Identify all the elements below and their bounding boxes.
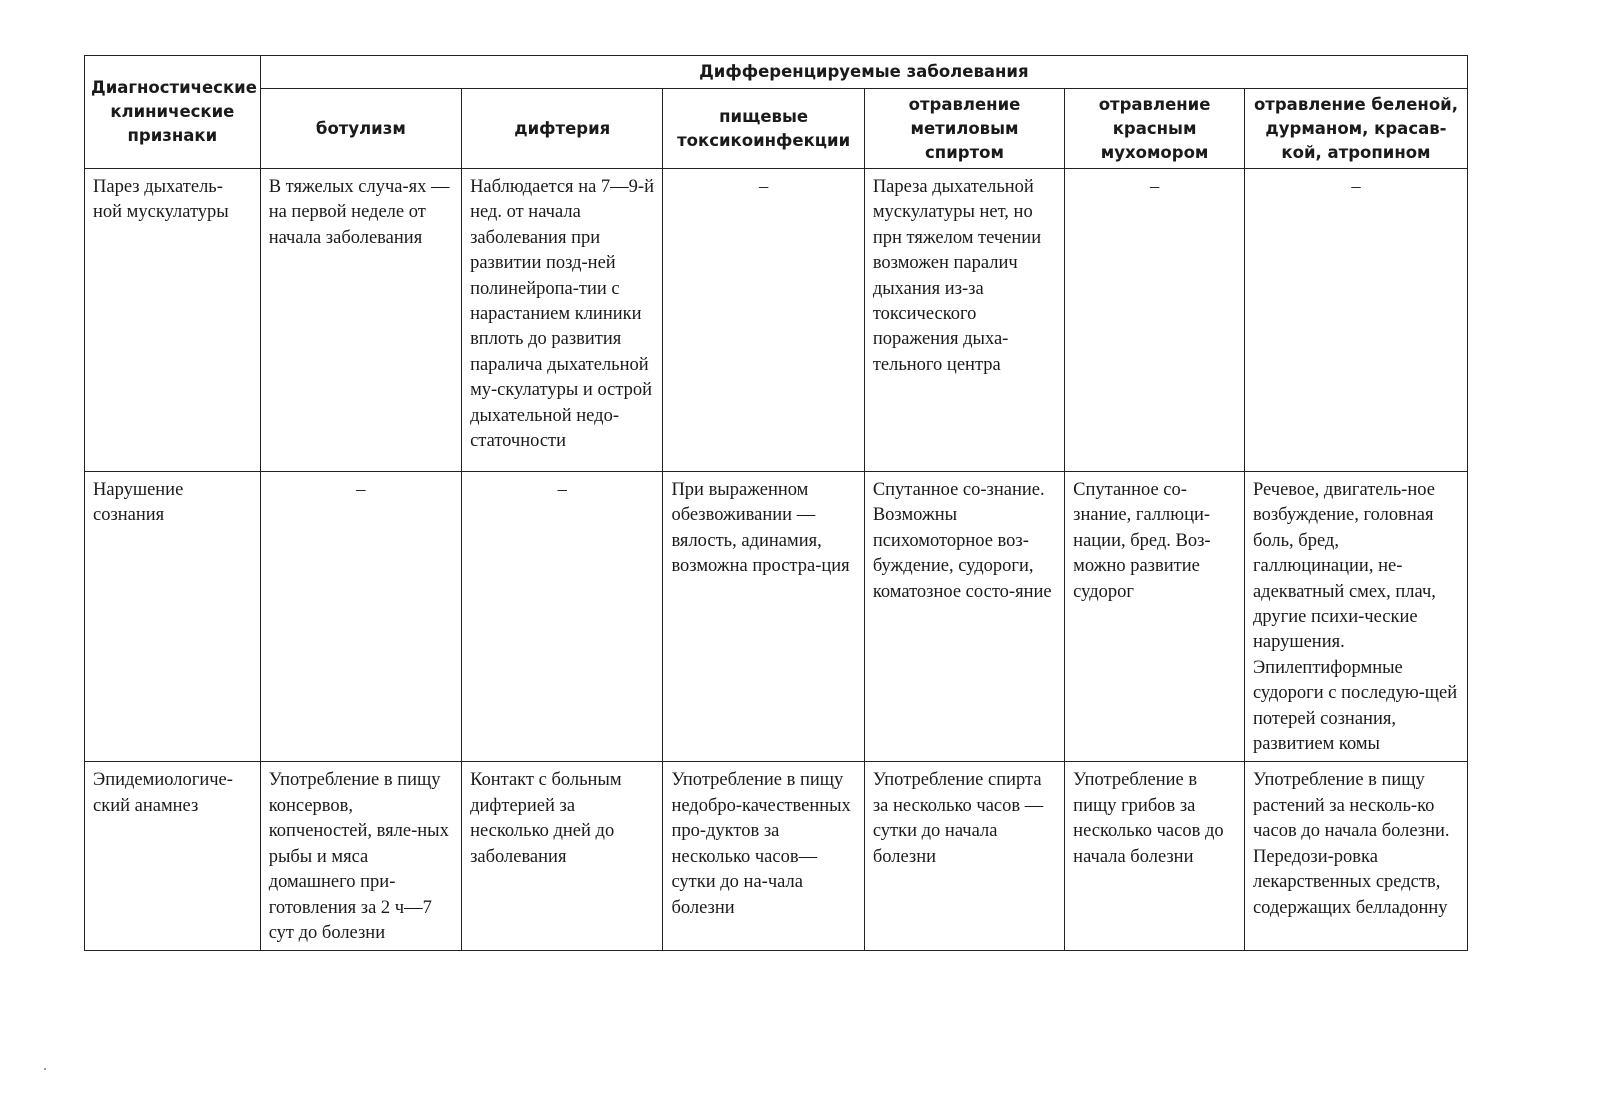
table-cell: – — [1244, 169, 1467, 472]
table-cell: – — [260, 472, 461, 762]
table-cell: Употребление в пищу растений за несколь-ко часов до начала болезни. Передози-ровка лекарственных средств, содержащих белладонну — [1244, 762, 1467, 951]
table-cell: В тяжелых случа-ях — на первой неделе от начала заболевания — [260, 169, 461, 472]
table-cell: Наблюдается на 7—9-й нед. от начала заболевания при развитии позд-ней полинейропа-тии с нарастанием клиники вплоть до развития паралича дыхательной му-скулатуры и острой дыхательной недо-статочности — [462, 169, 663, 472]
column-header-methanol-poisoning: отравление метиловым спиртом — [864, 89, 1064, 169]
column-header-botulism: ботулизм — [260, 89, 461, 169]
table-cell: Употребление в пищу недобро-качественных про-дуктов за несколько часов—сутки до на-чала болезни — [663, 762, 864, 951]
table-cell: При выраженном обезвоживании — вялость, адинамия, возможна простра-ция — [663, 472, 864, 762]
table-cell: Пареза дыхательной мускулатуры нет, но прн тяжелом течении возможен паралич дыхания из-за токсического поражения дыха-тельного центра — [864, 169, 1064, 472]
column-header-diphtheria: дифтерия — [462, 89, 663, 169]
table-cell: – — [663, 169, 864, 472]
table-cell: Речевое, двигатель-ное возбуждение, головная боль, бред, галлюцинации, не-адекватный смех, плач, другие психи-ческие нарушения. Эпилептиформные судороги с последую-щей потерей сознания, развитием комы — [1244, 472, 1467, 762]
page-speck — [44, 1068, 46, 1070]
row-sign: Эпидемиологиче-ский анамнез — [85, 762, 261, 951]
table-cell: Употребление спирта за несколько часов — сутки до начала болезни — [864, 762, 1064, 951]
differential-diagnosis-table — [84, 55, 1468, 951]
column-header-fly-agaric-poisoning: отравление красным мухомором — [1065, 89, 1245, 169]
column-header-belladonna-poisoning: отравление беленой, дурманом, красав-кой, атропином — [1244, 89, 1467, 169]
table-row — [85, 169, 1468, 472]
row-sign: Парез дыхатель-ной мускулатуры — [85, 169, 261, 472]
corner-header: Диагностические клинические признаки — [85, 56, 261, 169]
table-cell: Спутанное со-знание, галлюци-нации, бред. Воз-можно развитие судорог — [1065, 472, 1245, 762]
table-cell: – — [1065, 169, 1245, 472]
table-cell: Употребление в пищу грибов за несколько часов до начала болезни — [1065, 762, 1245, 951]
column-header-food-toxicoinfection: пищевые токсикоинфекции — [663, 89, 864, 169]
table-cell: Контакт с больным дифтерией за несколько дней до заболевания — [462, 762, 663, 951]
row-sign: Нарушение сознания — [85, 472, 261, 762]
table-cell: Употребление в пищу консервов, копченостей, вяле-ных рыбы и мяса домашнего при-готовления за 2 ч—7 сут до болезни — [260, 762, 461, 951]
group-header: Дифференцируемые заболевания — [260, 56, 1467, 89]
table-cell: – — [462, 472, 663, 762]
table-row — [85, 762, 1468, 951]
table-cell: Спутанное со-знание. Возможны психомоторное воз-буждение, судороги, коматозное состо-яние — [864, 472, 1064, 762]
table-row — [85, 472, 1468, 762]
